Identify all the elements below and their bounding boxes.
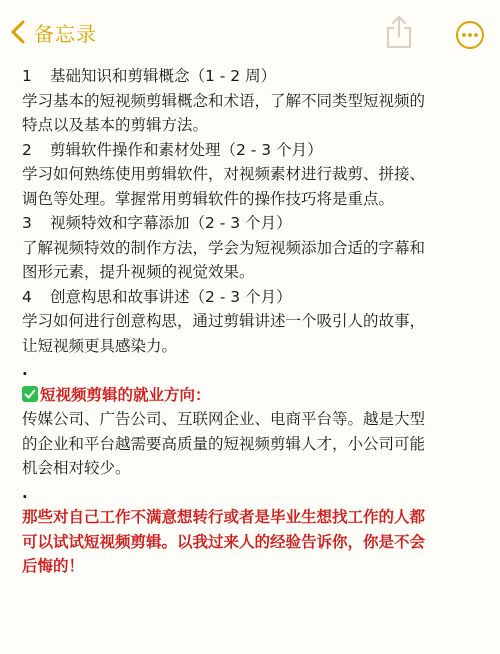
chevron-left-icon [8, 19, 28, 45]
highlight-text: 后悔的！ [22, 557, 85, 575]
back-button[interactable] [8, 18, 97, 46]
section-text: 学习如何进行创意构思，通过剪辑讲述一个吸引人的故事， [22, 312, 426, 330]
highlight-text: 可以试试短视频剪辑。以我过来人的经验告诉你，你是不会 [22, 532, 426, 551]
back-label: 备忘录 [34, 21, 97, 46]
job-heading: 短视频剪辑的就业方向： [22, 383, 492, 408]
section-heading: 1 基础知识和剪辑概念（1 - 2 周） [22, 67, 277, 85]
share-button[interactable] [384, 14, 414, 50]
highlight-text: 那些对自己工作不满意想转行或者是毕业生想找工作的人都 [22, 508, 426, 526]
section-text: 学习基本的短视频剪辑概念和术语，了解不同类型短视频的 [22, 91, 426, 110]
section-text: 图形元素，提升视频的视觉效果。 [22, 263, 255, 281]
section-text: 特点以及基本的剪辑方法。 [22, 116, 209, 134]
note-body[interactable] [22, 64, 492, 579]
share-icon [384, 14, 414, 50]
navigation-bar [0, 0, 500, 62]
more-button[interactable] [455, 20, 485, 50]
section-text: 调色等处理。掌握常用剪辑软件的操作技巧将是重点。 [22, 189, 395, 208]
more-icon [455, 20, 485, 50]
section-text: 了解视频特效的制作方法，学会为短视频添加合适的字幕和 [22, 238, 426, 257]
section-heading: 3 视频特效和字幕添加（2 - 3 个月） [22, 214, 292, 232]
section-text: 学习如何熟练使用剪辑软件，对视频素材进行裁剪、拼接、 [22, 165, 426, 183]
separator-dot: . [22, 361, 28, 379]
separator-dot: . [22, 483, 28, 502]
section-heading: 2 剪辑软件操作和素材处理（2 - 3 个月） [22, 140, 323, 159]
checkmark-icon [22, 386, 38, 402]
job-text: 的企业和平台越需要高质量的短视频剪辑人才，小公司可能 [22, 434, 426, 453]
section-heading: 4 创意构思和故事讲述（2 - 3 个月） [22, 287, 292, 306]
job-text: 传媒公司、广告公司、互联网企业、电商平台等。越是大型 [22, 410, 426, 428]
job-text: 机会相对较少。 [22, 459, 131, 477]
section-text: 让短视频更具感染力。 [22, 336, 178, 355]
